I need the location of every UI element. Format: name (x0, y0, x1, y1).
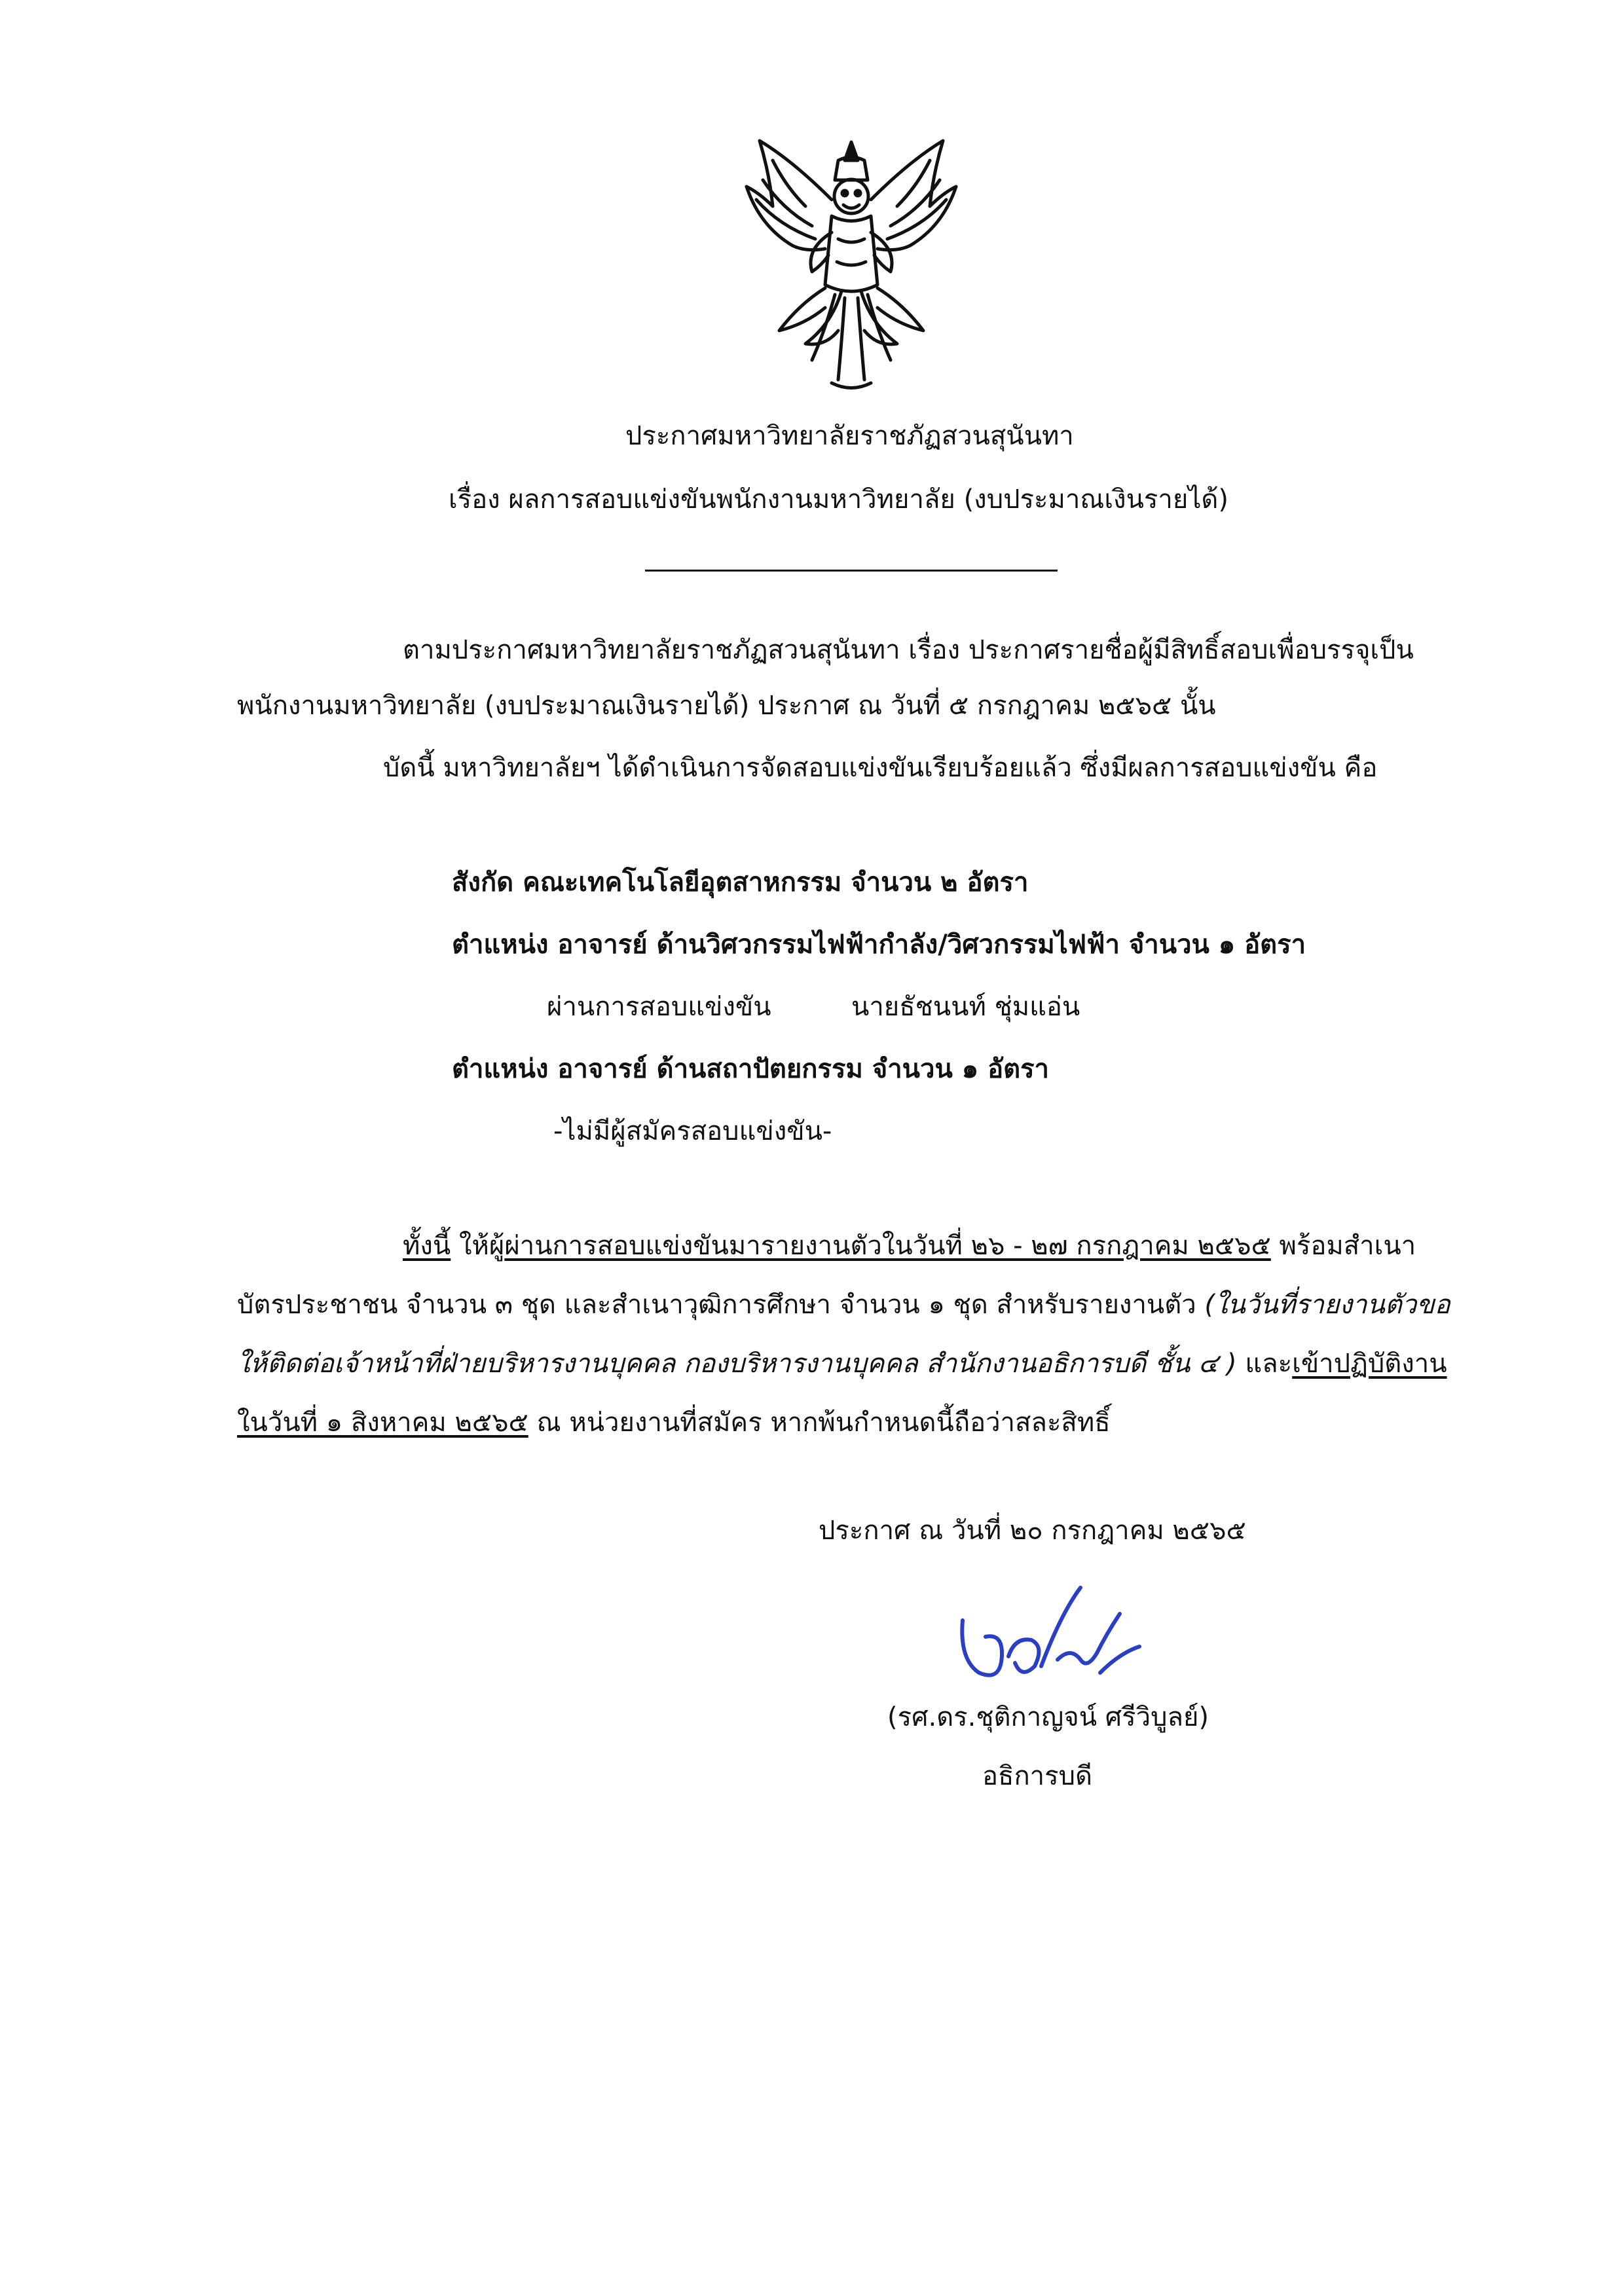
instructions-emphasis-1: ทั้งนี้ (403, 1231, 451, 1261)
instructions-text-5: ณ หน่วยงานที่สมัคร หากพ้นกำหนดนี้ถือว่าสละสิทธิ์ (528, 1408, 1111, 1438)
paragraph-2: บัดนี้ มหาวิทยาลัยฯ ได้ดำเนินการจัดสอบแข่งขันเรียบร้อยแล้ว ซึ่งมีผลการสอบแข่งขัน คือ (383, 753, 1378, 783)
instructions-start-date: ในวันที่ ๑ สิงหาคม ๒๕๖๕ (237, 1408, 528, 1438)
garuda-emblem-icon (733, 134, 969, 396)
instructions-text-1: ให้ผู้ (451, 1231, 505, 1261)
instructions-line-4 (237, 1404, 1111, 1441)
paragraph-1-line-2: พนักงานมหาวิทยาลัย (งบประมาณเงินรายได้) ประกาศ ณ วันที่ ๕ กรกฎาคม ๒๕๖๕ นั้น (237, 691, 1216, 721)
instructions-line-3 (237, 1345, 1447, 1382)
instructions-text-4: และ (1236, 1349, 1293, 1379)
instructions-text-2: พร้อมสำเนา (1270, 1231, 1416, 1261)
instructions-contact-note-1: (ในวันที่รายงานตัวขอ (1204, 1290, 1450, 1320)
announcement-subject: เรื่อง ผลการสอบแข่งขันพนักงานมหาวิทยาลัย (งบประมาณเงินรายได้) (449, 484, 1229, 515)
faculty-heading: สังกัด คณะเทคโนโลยีอุตสาหกรรม จำนวน ๒ อัตรา (452, 867, 1029, 898)
instructions-contact-note-2: ให้ติดต่อเจ้าหน้าที่ฝ่ายบริหารงานบุคคล กองบริหารงานบุคคล สำนักงานอธิการบดี ชั้น ๔ ) (237, 1349, 1237, 1379)
position-2-heading: ตำแหน่ง อาจารย์ ด้านสถาปัตยกรรม จำนวน ๑ อัตรา (452, 1054, 1050, 1084)
position-1-heading: ตำแหน่ง อาจารย์ ด้านวิศวกรรมไฟฟ้ากำลัง/วิศวกรรมไฟฟ้า จำนวน ๑ อัตรา (452, 930, 1306, 960)
instructions-start-work: เข้าปฏิบัติงาน (1292, 1349, 1447, 1379)
position-1-status: ผ่านการสอบแข่งขัน (547, 992, 771, 1022)
paragraph-1-line-1: ตามประกาศมหาวิทยาลัยราชภัฏสวนสุนันทา เรื่อง ประกาศรายชื่อผู้มีสิทธิ์สอบเพื่อบรรจุเป็น (403, 635, 1414, 665)
header-divider (645, 570, 1058, 572)
handwritten-signature-icon (950, 1575, 1153, 1692)
position-2-status: -ไม่มีผู้สมัครสอบแข่งขัน- (553, 1116, 832, 1146)
instructions-report-dates: ผ่านการสอบแข่งขันมารายงานตัวในวันที่ ๒๖ - ๒๗ กรกฎาคม ๒๕๖๕ (504, 1231, 1271, 1261)
instructions-line-1 (403, 1228, 1416, 1264)
instructions-text-3: บัตรประชาชน จำนวน ๓ ชุด และสำเนาวุฒิการศึกษา จำนวน ๑ ชุด สำหรับรายงานตัว (237, 1290, 1205, 1320)
announcement-date: ประกาศ ณ วันที่ ๒๐ กรกฎาคม ๒๕๖๕ (819, 1516, 1246, 1546)
position-1-candidate-name: นายธัชนนท์ ชุ่มแอ่น (851, 992, 1080, 1022)
signer-name: (รศ.ดร.ชุติกาญจน์ ศรีวิบูลย์) (887, 1702, 1209, 1732)
instructions-line-2 (237, 1286, 1450, 1323)
signer-title: อธิการบดี (982, 1761, 1092, 1791)
announcement-title: ประกาศมหาวิทยาลัยราชภัฏสวนสุนันทา (625, 421, 1074, 451)
